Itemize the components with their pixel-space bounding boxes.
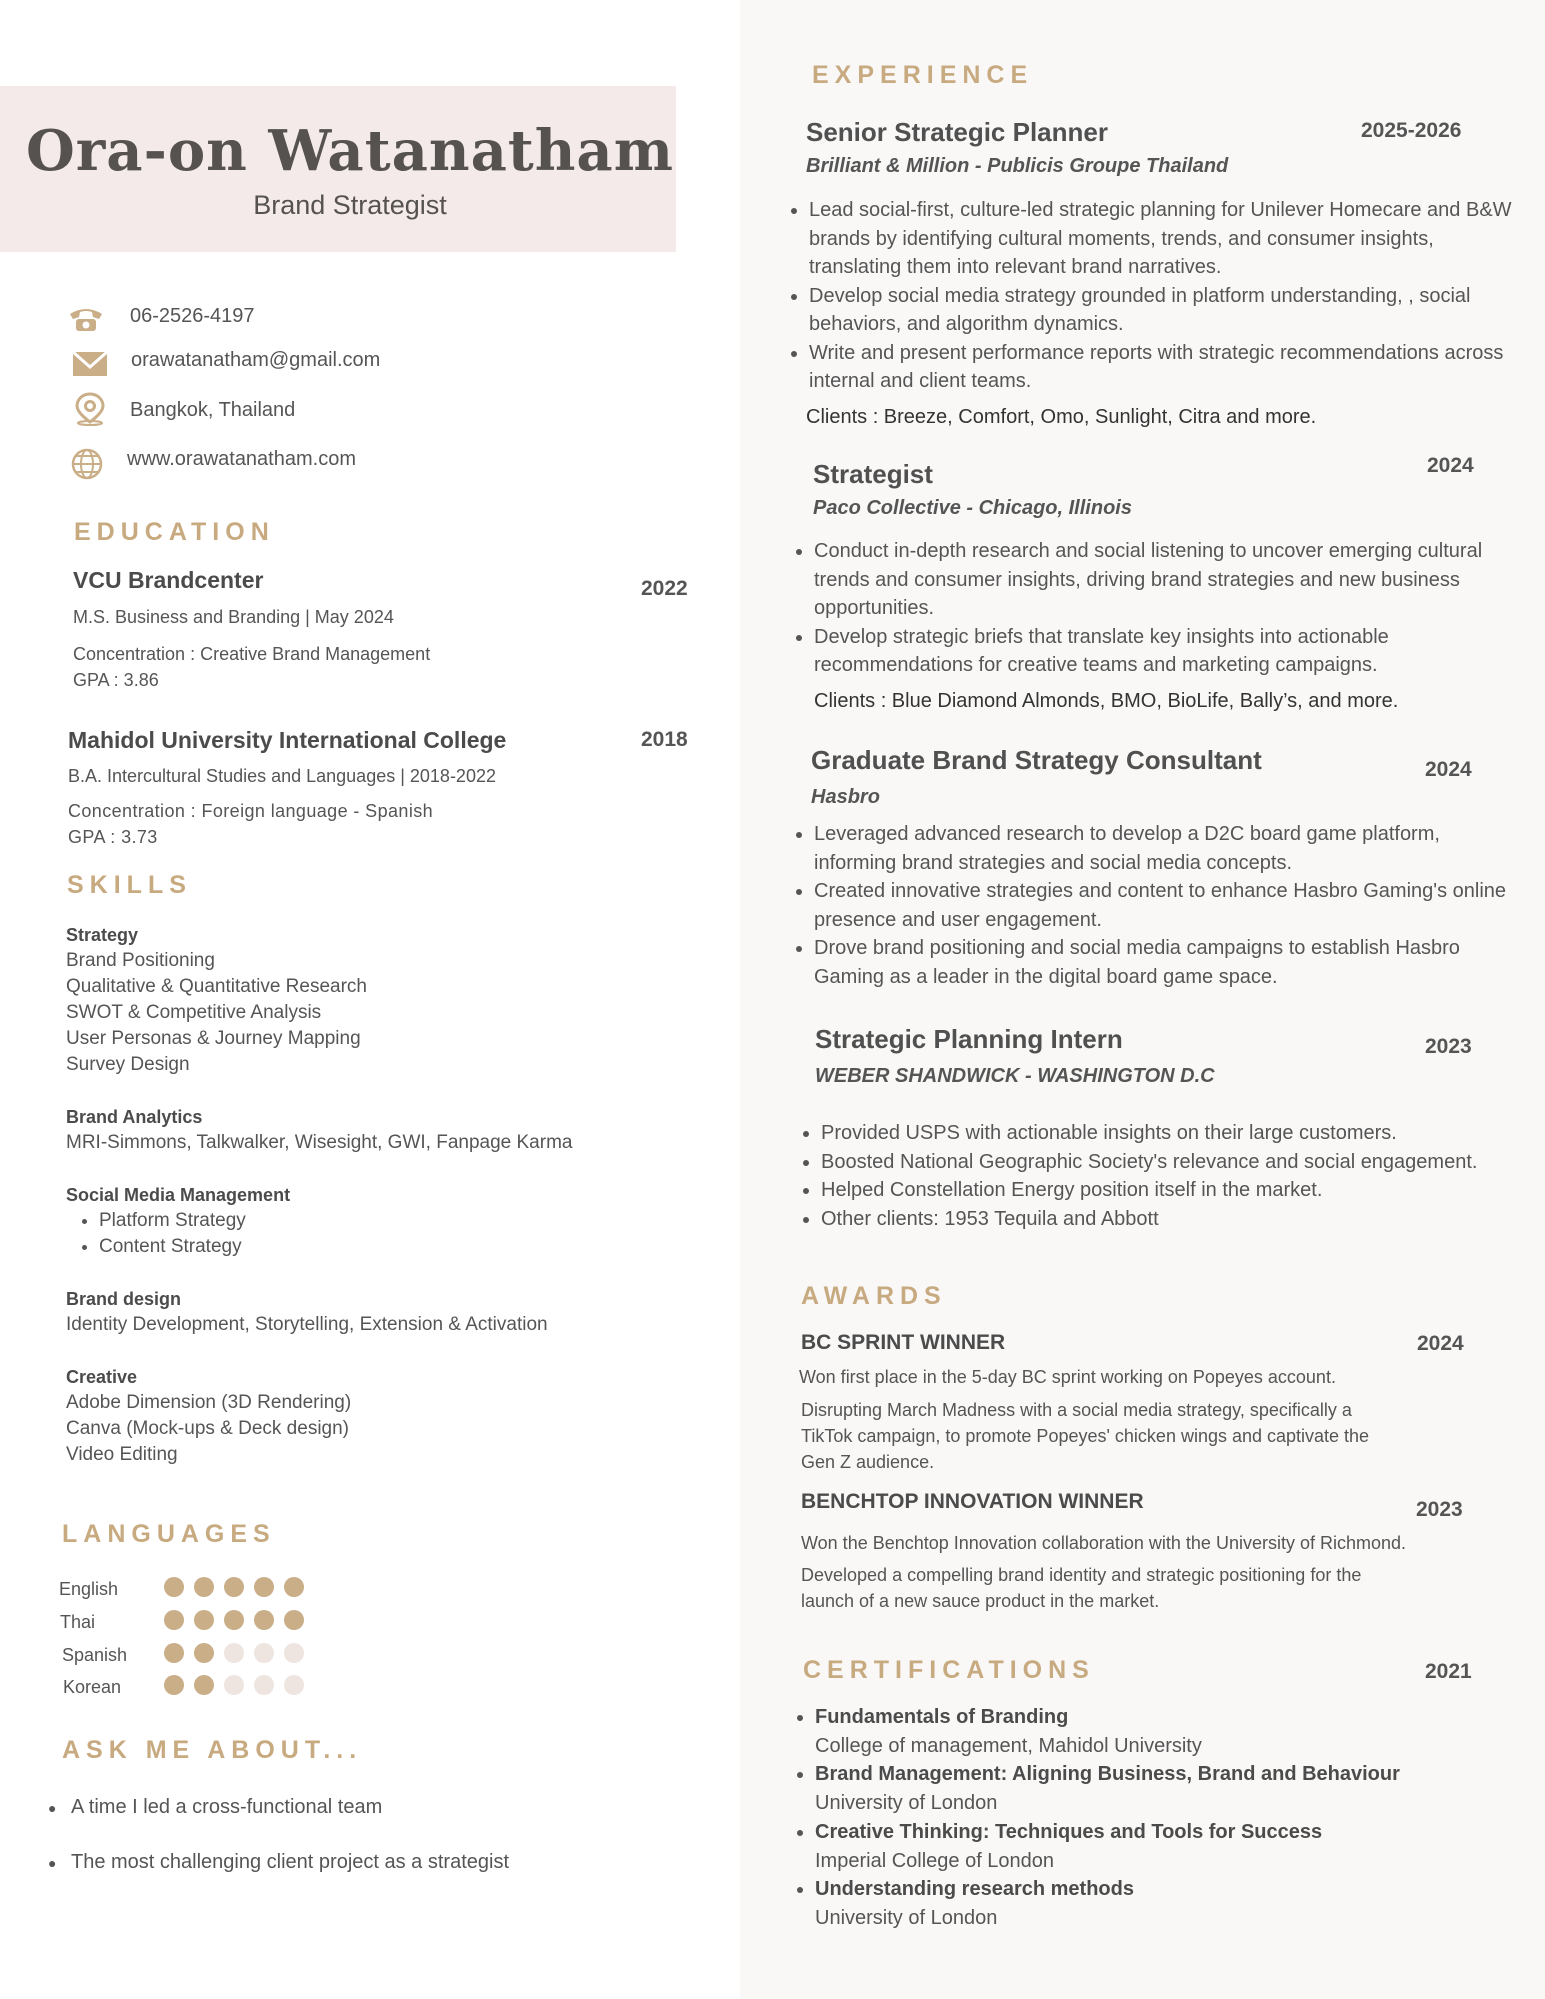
proficiency-dot xyxy=(224,1643,244,1663)
skill-item: Survey Design xyxy=(66,1054,190,1075)
location: Bangkok, Thailand xyxy=(130,399,296,421)
certification-name: Fundamentals of Branding xyxy=(815,1706,1069,1728)
job-bullet: • Conduct in-depth research and social listening to uncover emerging cultural trends and consumer insights, driving brand strategies and new business opportunities. xyxy=(814,537,1526,623)
proficiency-dot xyxy=(254,1610,274,1630)
certifications-year: 2021 xyxy=(1425,1660,1472,1683)
certification-item xyxy=(815,1760,1545,1817)
skill-item: • Platform Strategy xyxy=(99,1208,686,1234)
job-bullets xyxy=(786,820,1526,991)
person-name: Ora-on Watanatham xyxy=(26,118,674,184)
award-title: BENCHTOP INNOVATION WINNER xyxy=(801,1490,1144,1513)
job-bullet: • Leveraged advanced research to develop a D2C board game platform, informing brand strategies and social media concepts. xyxy=(814,820,1526,877)
education-degree: B.A. Intercultural Studies and Languages | 2018-2022 xyxy=(68,766,496,786)
job-clients: Clients : Breeze, Comfort, Omo, Sunlight, Citra and more. xyxy=(806,406,1317,428)
education-concentration: Concentration : Foreign language - Spanish xyxy=(68,801,434,821)
certification-org: College of management, Mahidol University xyxy=(815,1734,1202,1757)
skill-item: Canva (Mock-ups & Deck design) xyxy=(66,1418,349,1439)
job-bullets xyxy=(786,537,1526,680)
job-bullet: • Helped Constellation Energy position itself in the market. xyxy=(821,1176,1533,1205)
skill-item: Identity Development, Storytelling, Extension & Activation xyxy=(66,1314,548,1335)
education-year: 2018 xyxy=(641,728,688,751)
skill-group-heading: Strategy xyxy=(66,925,139,945)
proficiency-dot xyxy=(164,1577,184,1597)
job-title: Strategist xyxy=(813,459,933,489)
certification-item xyxy=(815,1818,1545,1875)
proficiency-dot xyxy=(224,1610,244,1630)
proficiency-dot xyxy=(284,1610,304,1630)
job-bullet: • Lead social-first, culture-led strategic planning for Unilever Homecare and B&W brands by identifying cultural moments, trends, and consumer insights, translating them into relevant brand narratives. xyxy=(809,196,1522,282)
ask-me-text: The most challenging client project as a strategist xyxy=(71,1851,509,1873)
job-title: Graduate Brand Strategy Consultant xyxy=(811,745,1262,775)
proficiency-dot xyxy=(164,1675,184,1695)
skill-item: Qualitative & Quantitative Research xyxy=(66,976,367,997)
proficiency-dot xyxy=(164,1610,184,1630)
skill-item: • Content Strategy xyxy=(99,1234,686,1260)
person-role: Brand Strategist xyxy=(253,190,447,220)
skill-group-heading: Brand design xyxy=(66,1289,182,1309)
job-bullet: • Develop strategic briefs that translate key insights into actionable recommendations for creative teams and marketing campaigns. xyxy=(814,623,1526,680)
skills-heading: SKILLS xyxy=(67,871,192,899)
phone-icon xyxy=(66,302,106,336)
languages-heading: LANGUAGES xyxy=(62,1520,276,1548)
skill-item: Brand Positioning xyxy=(66,950,215,971)
skill-item: MRI-Simmons, Talkwalker, Wisesight, GWI, Fanpage Karma xyxy=(66,1132,573,1153)
skill-bullet-list xyxy=(66,1208,686,1260)
proficiency-dot xyxy=(194,1643,214,1663)
proficiency-dot xyxy=(254,1577,274,1597)
skill-group-heading: Social Media Management xyxy=(66,1185,291,1205)
ask-me-item: ● A time I led a cross-functional team xyxy=(48,1796,383,1818)
language-name: Thai xyxy=(60,1612,96,1632)
ask-me-heading: ASK ME ABOUT... xyxy=(62,1736,363,1764)
job-company: WEBER SHANDWICK - WASHINGTON D.C xyxy=(815,1065,1215,1087)
phone-number[interactable]: 06-2526-4197 xyxy=(130,305,255,327)
language-name: English xyxy=(59,1579,119,1599)
education-gpa: GPA : 3.86 xyxy=(73,670,159,690)
certification-org: University of London xyxy=(815,1792,998,1815)
certification-org: Imperial College of London xyxy=(815,1849,1055,1872)
job-company: Brilliant & Million - Publicis Groupe Thailand xyxy=(806,155,1229,177)
job-title: Senior Strategic Planner xyxy=(806,117,1108,147)
job-year: 2023 xyxy=(1425,1035,1472,1058)
job-bullet: • Created innovative strategies and content to enhance Hasbro Gaming's online presence and user engagement. xyxy=(814,877,1526,934)
proficiency-dot xyxy=(194,1577,214,1597)
education-degree: M.S. Business and Branding | May 2024 xyxy=(73,607,394,627)
proficiency-dot xyxy=(164,1643,184,1663)
proficiency-dot xyxy=(224,1675,244,1695)
language-name: Spanish xyxy=(62,1645,128,1665)
awards-heading: AWARDS xyxy=(801,1282,947,1310)
job-year: 2024 xyxy=(1425,758,1472,781)
certification-item xyxy=(815,1703,1545,1760)
skill-item: User Personas & Journey Mapping xyxy=(66,1028,361,1049)
award-details: Developed a compelling brand identity and strategic positioning for the launch of a new sauce product in the market. xyxy=(801,1565,1362,1611)
certification-name: Understanding research methods xyxy=(815,1878,1134,1901)
job-bullet: • Drove brand positioning and social media campaigns to establish Hasbro Gaming as a leader in the digital board game space. xyxy=(814,934,1526,991)
ask-me-list xyxy=(45,1796,509,1874)
skill-item: Adobe Dimension (3D Rendering) xyxy=(66,1392,352,1413)
certifications-heading: CERTIFICATIONS xyxy=(803,1656,1095,1684)
experience-heading: EXPERIENCE xyxy=(812,61,1034,89)
email-address[interactable]: orawatanatham@gmail.com xyxy=(131,349,381,371)
proficiency-dot xyxy=(194,1610,214,1630)
email-icon xyxy=(70,347,110,381)
proficiency-dot xyxy=(254,1643,274,1663)
award-year: 2024 xyxy=(1417,1332,1464,1355)
education-concentration: Concentration : Creative Brand Management xyxy=(73,644,431,664)
proficiency-dot xyxy=(284,1675,304,1695)
proficiency-dot xyxy=(284,1577,304,1597)
award-description: Won first place in the 5-day BC sprint working on Popeyes account. xyxy=(799,1367,1336,1387)
ask-me-text: A time I led a cross-functional team xyxy=(71,1796,383,1818)
job-bullet: • Write and present performance reports with strategic recommendations across internal and client teams. xyxy=(809,339,1522,396)
job-company: Paco Collective - Chicago, Illinois xyxy=(813,497,1132,519)
language-name: Korean xyxy=(63,1677,122,1697)
education-year: 2022 xyxy=(641,577,688,600)
job-bullets xyxy=(781,196,1522,396)
award-description: Won the Benchtop Innovation collaboration with the University of Richmond. xyxy=(801,1533,1407,1553)
job-year: 2025-2026 xyxy=(1361,119,1462,142)
proficiency-dot xyxy=(224,1577,244,1597)
education-school: VCU Brandcenter xyxy=(73,567,264,593)
job-bullets xyxy=(793,1119,1533,1233)
skill-item: SWOT & Competitive Analysis xyxy=(66,1002,322,1023)
job-company: Hasbro xyxy=(811,786,880,808)
certification-name: Creative Thinking: Techniques and Tools for Success xyxy=(815,1820,1323,1843)
proficiency-dot xyxy=(194,1675,214,1695)
education-school: Mahidol University International College xyxy=(68,727,507,753)
skill-group-heading: Brand Analytics xyxy=(66,1107,203,1127)
website-link[interactable]: www.orawatanatham.com xyxy=(127,448,356,470)
award-year: 2023 xyxy=(1416,1498,1463,1521)
proficiency-dot xyxy=(284,1643,304,1663)
globe-icon xyxy=(70,447,110,481)
skills-list xyxy=(66,922,686,1468)
job-clients: Clients : Blue Diamond Almonds, BMO, BioLife, Bally’s, and more. xyxy=(814,690,1399,712)
job-bullet: • Other clients: 1953 Tequila and Abbott xyxy=(821,1205,1533,1234)
ask-me-item: ● The most challenging client project as a strategist xyxy=(48,1851,509,1873)
location-pin-icon xyxy=(70,392,110,426)
proficiency-dot xyxy=(254,1675,274,1695)
education-heading: EDUCATION xyxy=(74,518,275,546)
certifications-list xyxy=(787,1703,1545,1933)
certification-org: University of London xyxy=(815,1906,998,1929)
skill-group-heading: Creative xyxy=(66,1367,138,1387)
certification-name: Brand Management: Aligning Business, Brand and Behaviour xyxy=(815,1763,1400,1786)
job-bullet: • Boosted National Geographic Society's relevance and social engagement. xyxy=(821,1148,1533,1177)
award-details: Disrupting March Madness with a social media strategy, specifically a TikTok campaign, to promote Popeyes' chicken wings and captivate the Gen Z audience. xyxy=(801,1400,1370,1472)
award-title: BC SPRINT WINNER xyxy=(801,1331,1006,1354)
job-bullet: • Provided USPS with actionable insights on their large customers. xyxy=(821,1119,1533,1148)
education-gpa: GPA : 3.73 xyxy=(68,827,158,847)
skill-item: Video Editing xyxy=(66,1444,178,1465)
job-title: Strategic Planning Intern xyxy=(815,1024,1123,1054)
job-bullet: • Develop social media strategy grounded in platform understanding, , social behaviors, and algorithm dynamics. xyxy=(809,282,1522,339)
certification-item xyxy=(815,1875,1545,1932)
job-year: 2024 xyxy=(1427,454,1474,477)
